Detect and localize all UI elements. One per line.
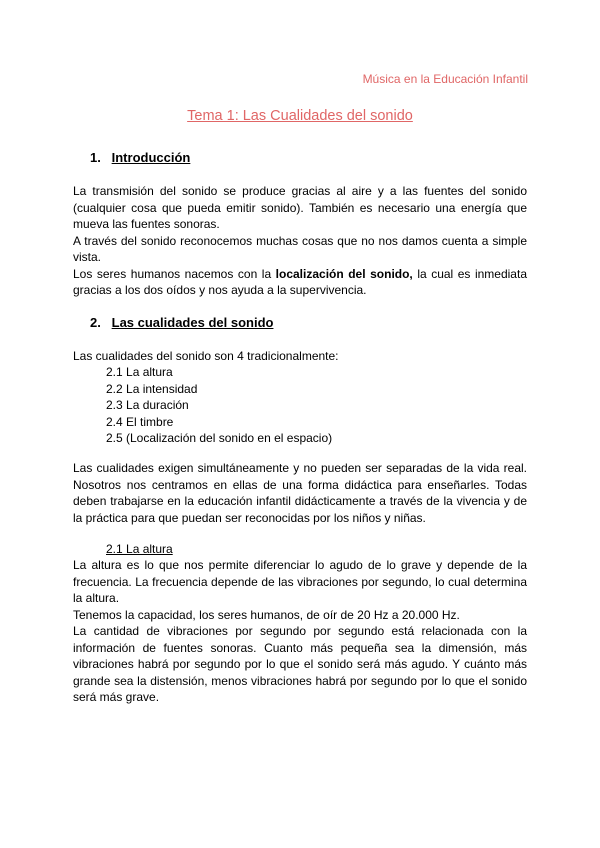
list-item: 2.2 La intensidad bbox=[106, 381, 198, 396]
list-item: 2.3 La duración bbox=[106, 398, 189, 412]
cualidades-list bbox=[106, 364, 332, 447]
subsection-heading-altura: 2.1 La altura bbox=[106, 542, 173, 556]
paragraph: A través del sonido reconocemos muchas cosas que no nos damos cuenta a simple vista. bbox=[73, 233, 527, 264]
course-header: Música en la Educación Infantil bbox=[362, 72, 528, 86]
section-title: Introducción bbox=[111, 150, 191, 165]
section-number: 1. bbox=[90, 150, 101, 165]
paragraph: La transmisión del sonido se produce gracias al aire y a las fuentes del sonido (cualquier cosa que pueda emitir sonido). También es necesario una energía que mueva las fuentes sonoras. bbox=[73, 184, 527, 231]
list-item: 2.4 El timbre bbox=[106, 414, 174, 429]
page-title: Tema 1: Las Cualidades del sonido bbox=[187, 108, 413, 124]
section-heading-cualidades bbox=[90, 315, 273, 330]
paragraph: La altura es lo que nos permite diferenciar lo agudo de lo grave y depende de la frecuencia. La frecuencia depende de las vibraciones por segundo, lo cual determina la altura. bbox=[73, 558, 527, 605]
section-number: 2. bbox=[90, 315, 101, 330]
section-title: Las cualidades del sonido bbox=[111, 315, 274, 330]
text-run: la cual es inmediata gracias a los dos oídos y nos ayuda a la supervivencia. bbox=[73, 266, 527, 297]
altura-text bbox=[73, 557, 527, 706]
list-item: 2.5 (Localización del sonido en el espacio) bbox=[106, 431, 333, 445]
paragraph: Tenemos la capacidad, los seres humanos, de oír de 20 Hz a 20.000 Hz. bbox=[73, 607, 460, 622]
cualidades-intro: Las cualidades del sonido son 4 tradicionalmente: bbox=[73, 349, 339, 363]
section-heading-introduccion bbox=[90, 150, 190, 165]
paragraph bbox=[73, 266, 527, 299]
introduccion-text bbox=[73, 183, 527, 299]
bold-term: localización del sonido, bbox=[275, 266, 413, 281]
text-run: Los seres humanos nacemos con la bbox=[73, 266, 276, 281]
list-item: 2.1 La altura bbox=[106, 365, 173, 379]
paragraph: La cantidad de vibraciones por segundo por segundo está relacionada con la información de fuentes sonoras. Cuanto más pequeña sea la dimensión, más vibraciones habrá por segundo por lo que el sonido será más agudo. Y cuánto más grande sea la distensión, menos vibraciones habrá por segundo por lo que el sonido será más grave. bbox=[73, 624, 527, 704]
cualidades-text: Las cualidades exigen simultáneamente y no pueden ser separadas de la vida real. Nosotros nos centramos en ellas de una forma didáctica para enseñarles. Todas deben trabajarse en la educación infantil didácticamente a través de la vivencia y de la práctica para que puedan ser reconocidas por los niños y niñas. bbox=[73, 461, 527, 525]
